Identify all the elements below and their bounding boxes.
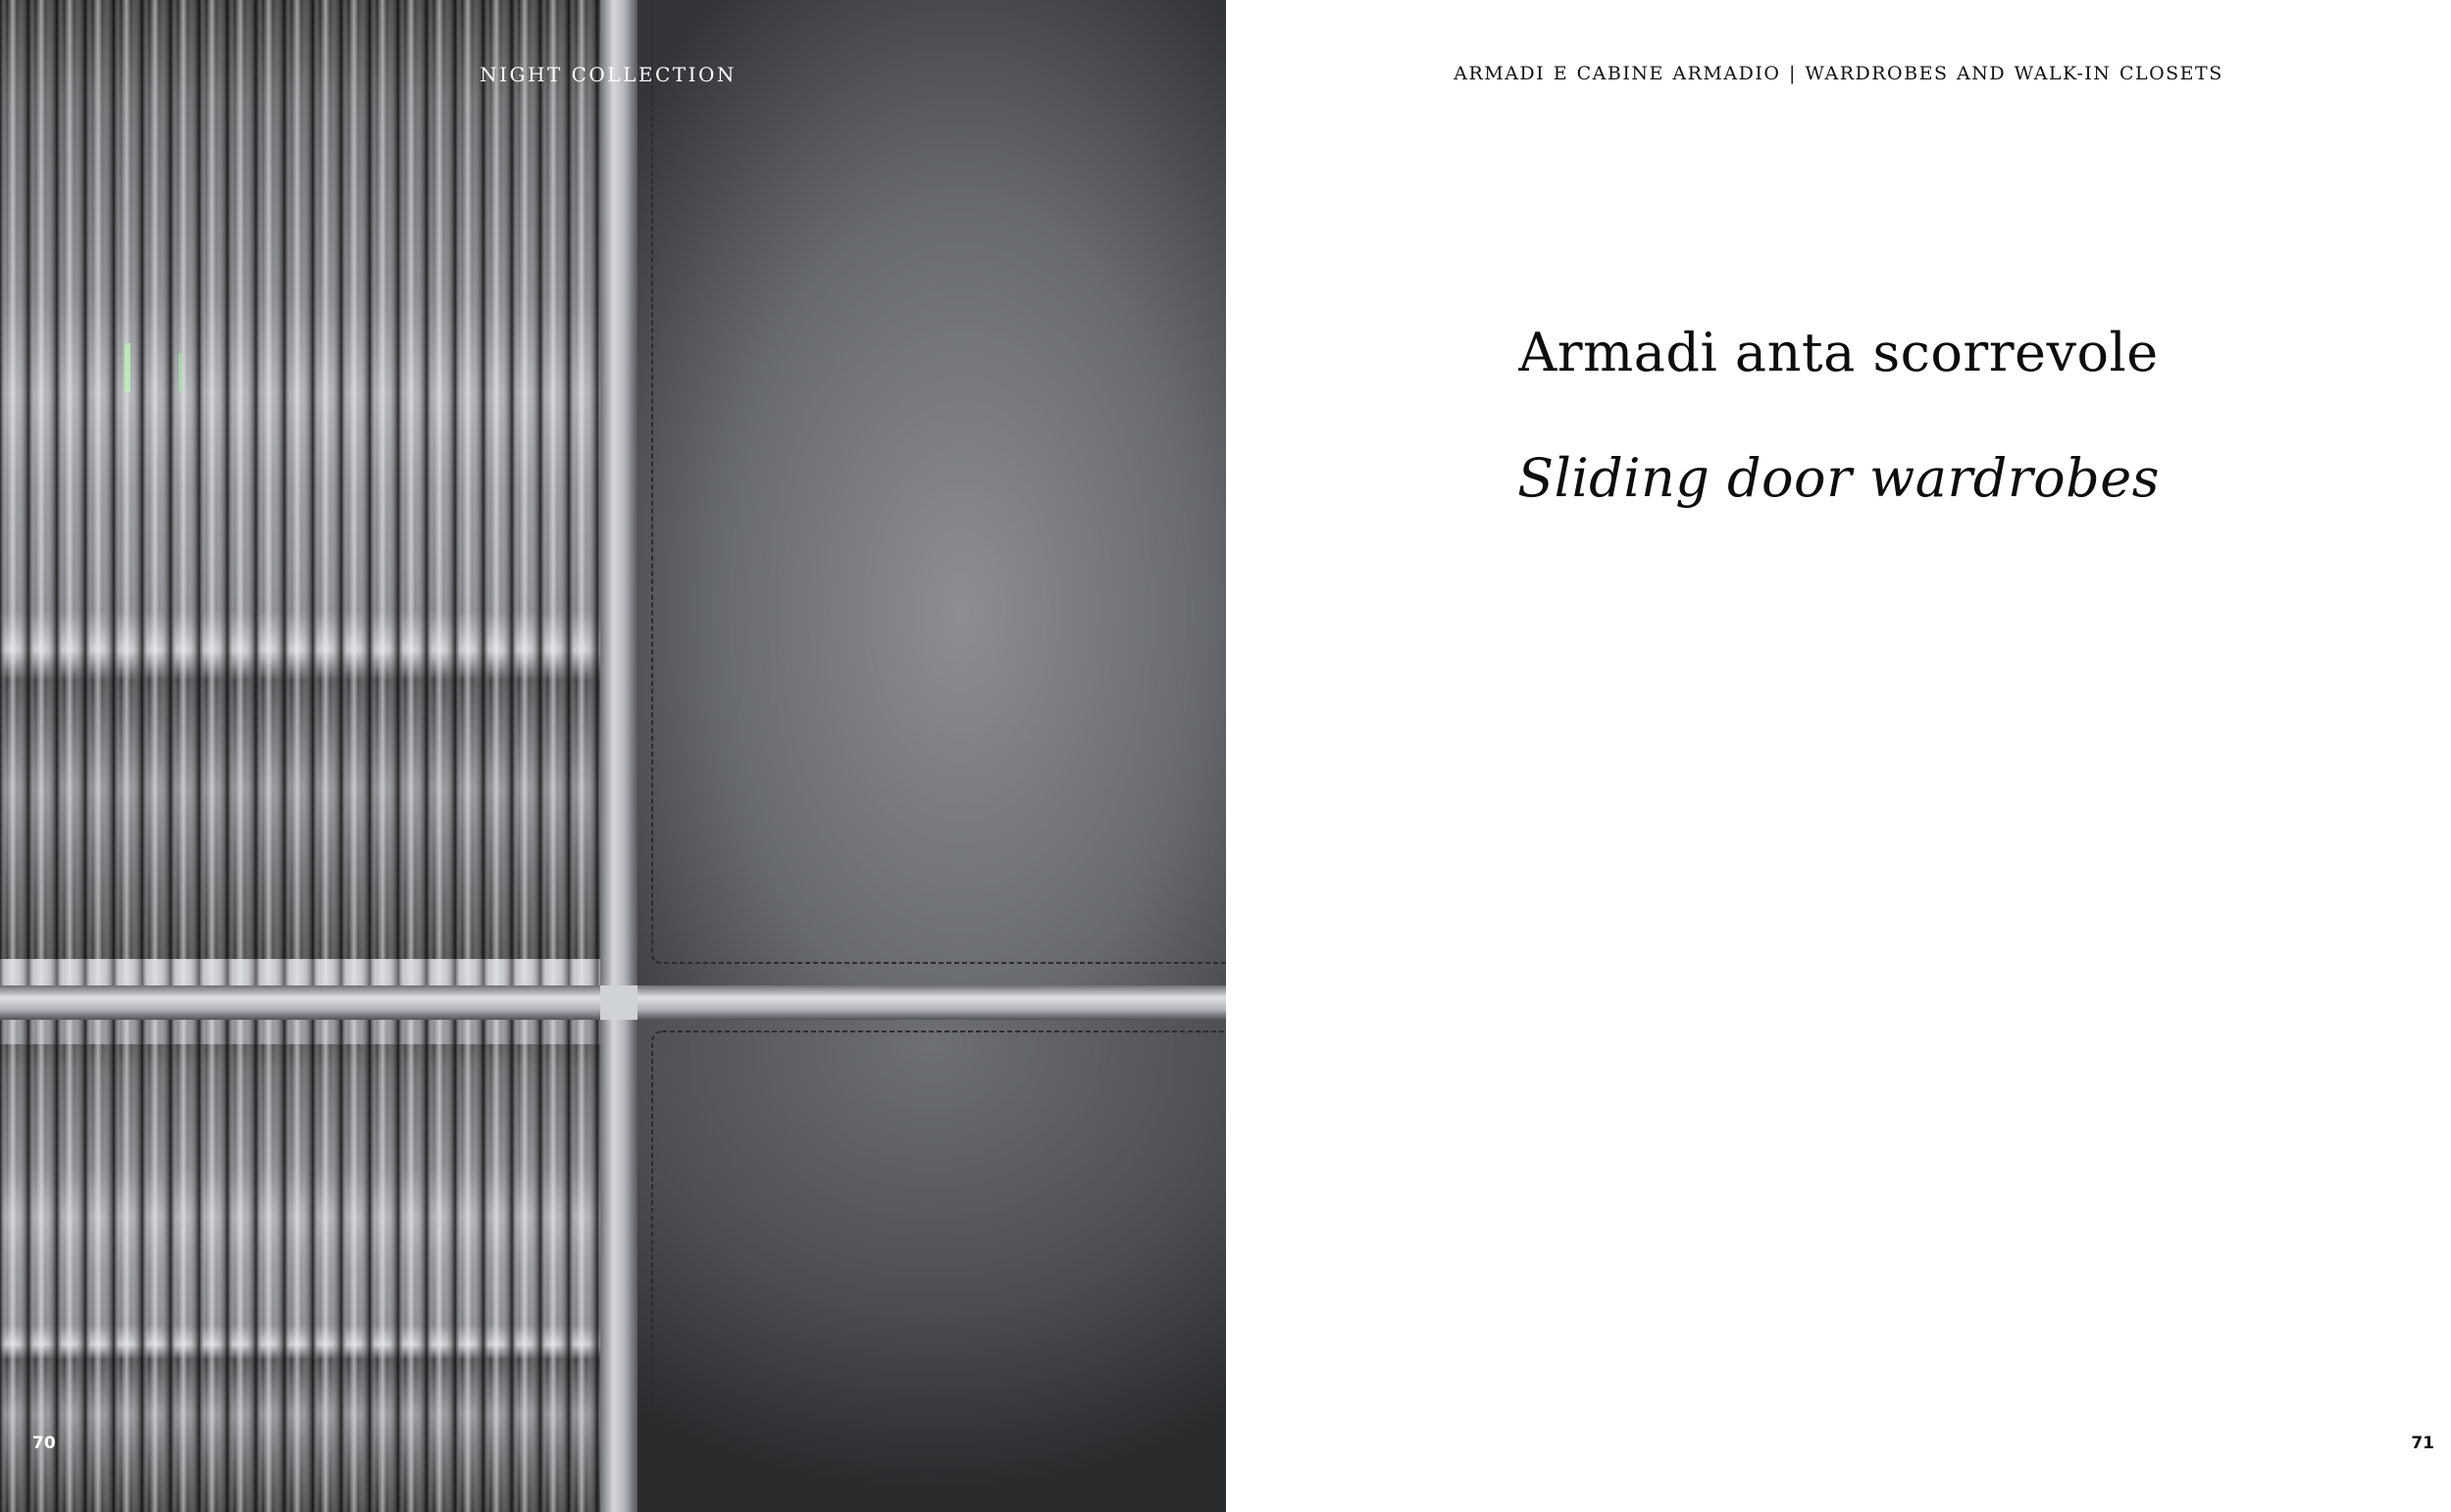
page-number-right: 71 [2411, 1434, 2434, 1453]
running-header-left: NIGHT COLLECTION [480, 63, 737, 86]
section-title-italian: Armadi anta scorrevole [1518, 322, 2159, 383]
running-header-right: ARMADI E CABINE ARMADIO | WARDROBES AND WALK-IN CLOSETS [1454, 63, 2223, 84]
right-page [1226, 0, 2451, 1512]
section-title-english: Sliding door wardrobes [1517, 447, 2160, 509]
page-number-left: 70 [32, 1434, 56, 1453]
